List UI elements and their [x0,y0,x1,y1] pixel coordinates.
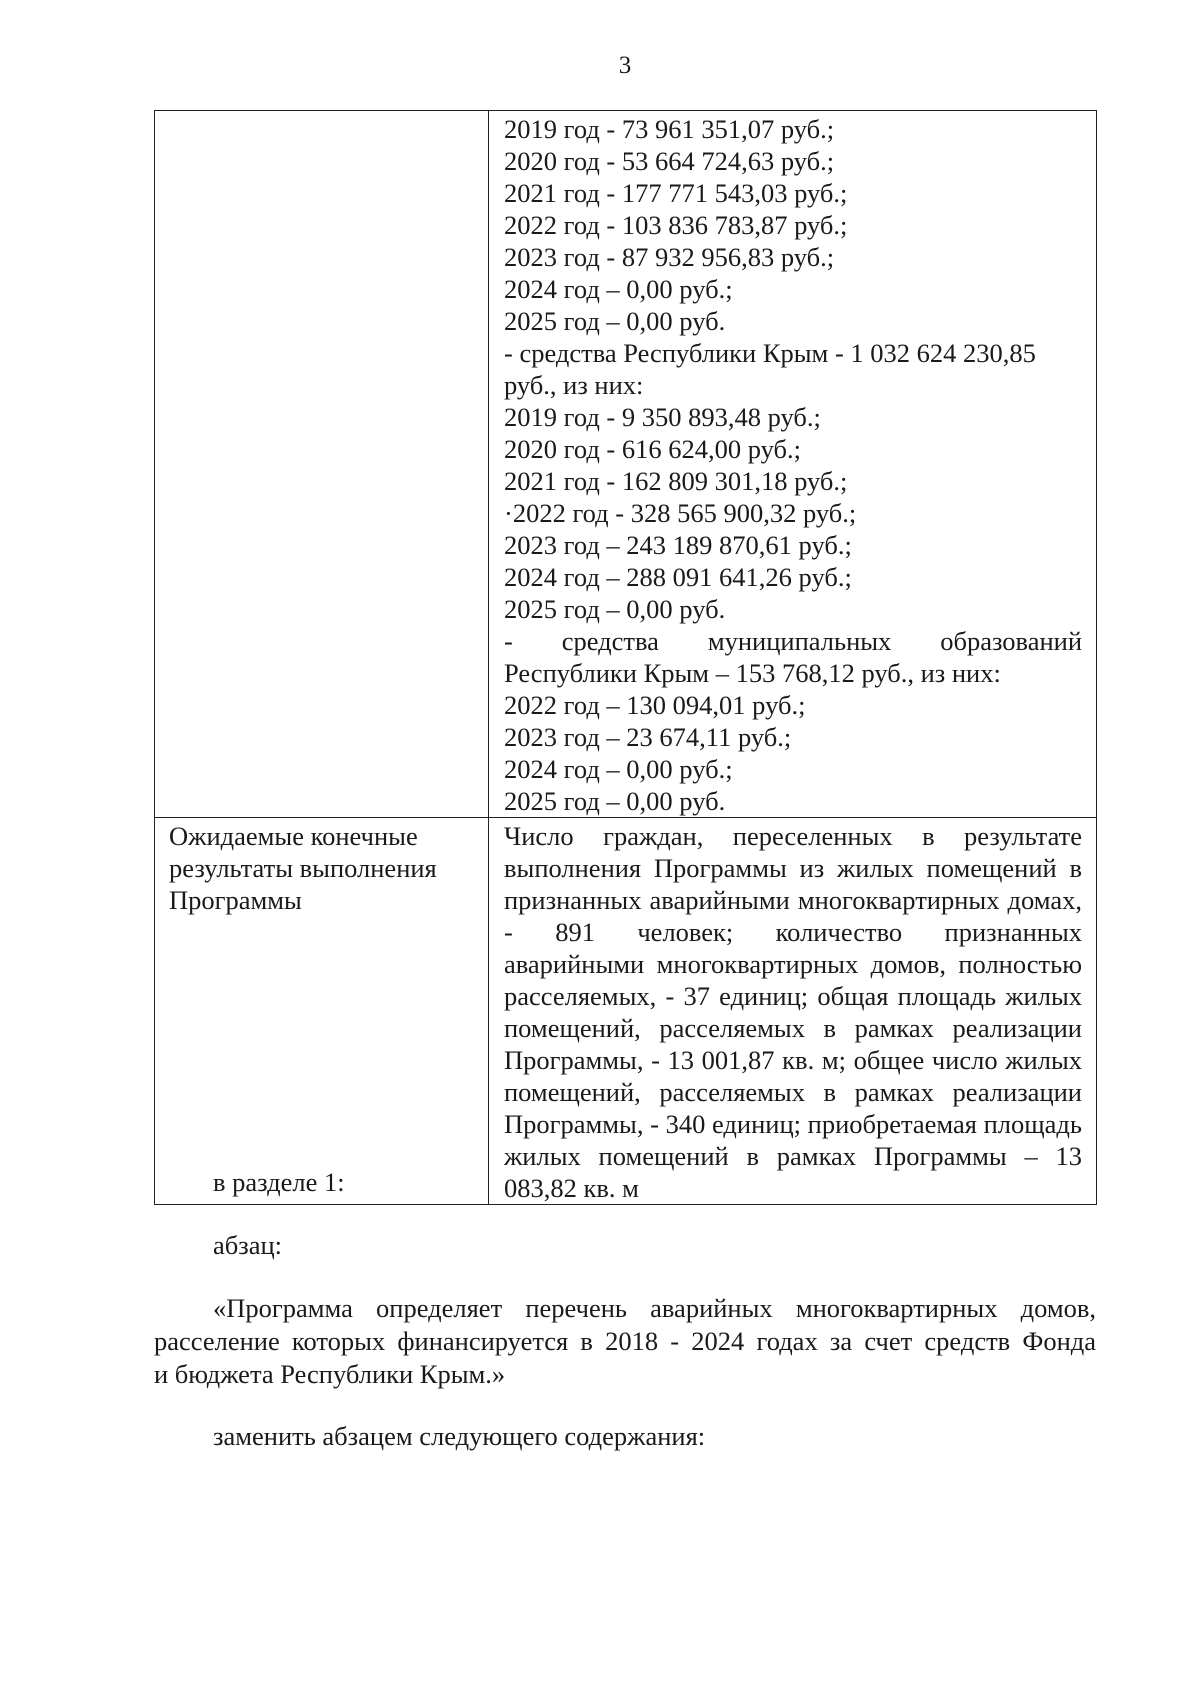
crimea-year-line: 2020 год - 616 624,00 руб.; [504,434,802,464]
municipal-funding-header: - средства муниципальных образований [504,626,1082,656]
paragraph-label: абзац: [213,1230,283,1260]
funding-year-line: 2023 год - 87 932 956,83 руб.; [504,242,835,272]
funding-year-line: 2024 год – 0,00 руб.; [504,274,733,304]
quote-line-2: расселение которых финансируется в 2018 - 2024 годах за счет средств Фонда [154,1326,1096,1356]
program-passport-table [154,110,1097,1205]
crimea-year-line: 2023 год – 243 189 870,61 руб.; [504,530,852,560]
crimea-funding-header-cont: руб., из них: [504,370,644,400]
results-text-cell [489,818,1097,1205]
funding-year-line: 2019 год - 73 961 351,07 руб.; [504,114,835,144]
crimea-year-line: 2019 год - 9 350 893,48 руб.; [504,402,821,432]
results-row [155,818,1097,1205]
crimea-year-line: 2024 год – 288 091 641,26 руб.; [504,562,852,592]
municipal-year-line: 2023 год – 23 674,11 руб.; [504,722,792,752]
funding-label-cell [155,111,489,818]
quote-line-3: и бюджета Республики Крым.» [154,1359,506,1389]
crimea-year-line: 2025 год – 0,00 руб. [504,594,726,624]
replace-instruction: заменить абзацем следующего содержания: [213,1421,706,1451]
crimea-year-line: ·2022 год - 328 565 900,32 руб.; [504,498,857,528]
municipal-year-line: 2022 год – 130 094,01 руб.; [504,690,806,720]
page-number: 3 [618,52,632,79]
crimea-funding-header: - средства Республики Крым - 1 032 624 230,85 [504,338,1036,368]
funding-values-cell [489,111,1097,818]
funding-year-line: 2025 год – 0,00 руб. [504,306,726,336]
funding-year-line: 2020 год - 53 664 724,63 руб.; [504,146,835,176]
municipal-year-line: 2025 год – 0,00 руб. [504,786,726,816]
funding-year-line: 2022 год - 103 836 783,87 руб.; [504,210,848,240]
quote-line-1: «Программа определяет перечень аварийных многоквартирных домов, [213,1293,1096,1323]
funding-row [155,111,1097,818]
results-label: Ожидаемые конечные результаты выполнения Программы [169,821,437,915]
results-text: Число граждан, переселенных в результате выполнения Программы из жилых помещений в признанных аварийными многоквартирных домах, - 891 человек; количество признанных аварийными многоквартирных домов, полностью расселяемых, - 37 единиц; общая площадь жилых помещений, расселяемых в рамках реализации Программы, - 13 001,87 кв. м; общее число жилых помещений, расселяемых в рамках реализации Программы, - 340 единиц; приобретаемая площадь жилых помещений в рамках Программы – 13 083,82 кв. м [504,821,1082,1203]
funding-year-line: 2021 год - 177 771 543,03 руб.; [504,178,848,208]
crimea-year-line: 2021 год - 162 809 301,18 руб.; [504,466,848,496]
municipal-funding-header-cont: Республики Крым – 153 768,12 руб., из них: [504,658,1001,688]
quoted-paragraph [154,1292,1096,1391]
municipal-year-line: 2024 год – 0,00 руб.; [504,754,733,784]
results-label-cell [155,818,489,1205]
section-reference: в разделе 1: [213,1167,345,1197]
